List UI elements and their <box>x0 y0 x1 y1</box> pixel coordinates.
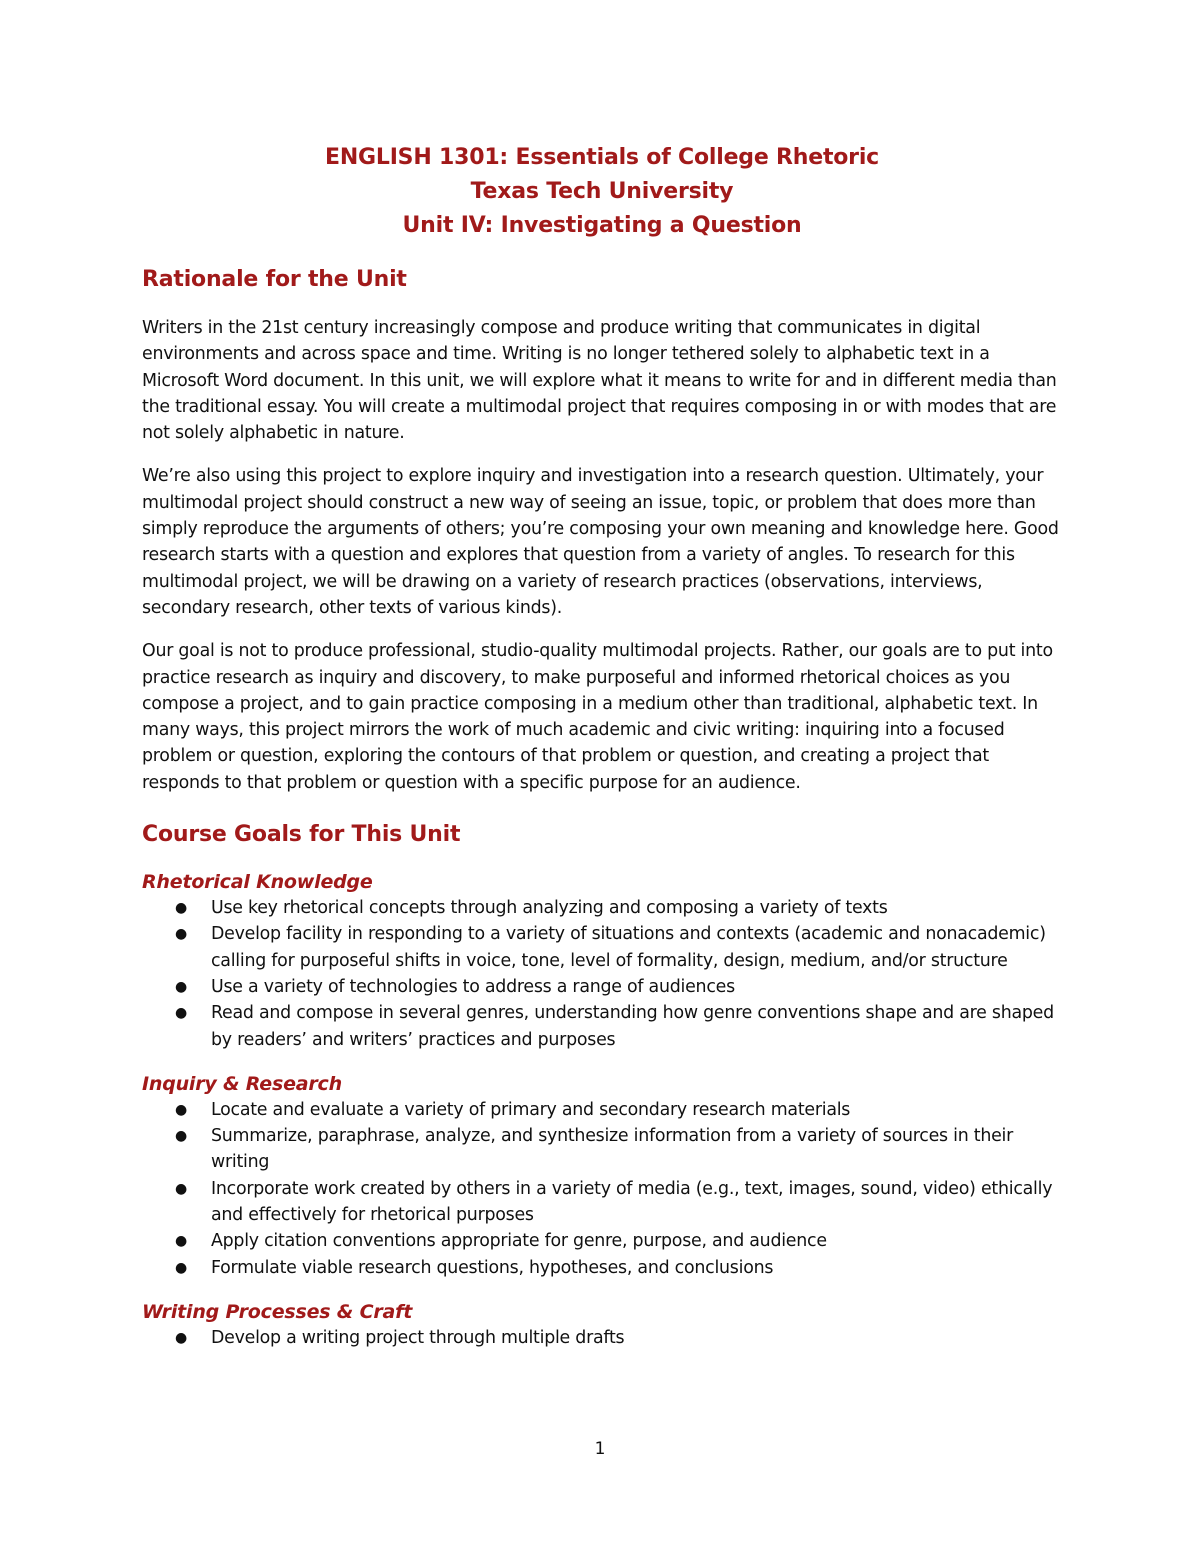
list-item <box>142 895 1062 921</box>
bullet-icon: ● <box>175 1180 187 1197</box>
list-item-text: Formulate viable research questions, hypotheses, and conclusions <box>211 1257 774 1278</box>
list-item <box>142 1228 1062 1254</box>
course-title: ENGLISH 1301: Essentials of College Rhetoric <box>324 145 880 170</box>
list-item <box>142 1325 1062 1351</box>
list-item <box>142 974 1062 1000</box>
list-item-text: Use key rhetorical concepts through analyzing and composing a variety of texts <box>211 898 888 919</box>
bullet-icon: ● <box>175 900 187 917</box>
page-number: 1 <box>594 1439 606 1459</box>
goal-section-title: Rhetorical Knowledge <box>142 871 373 894</box>
bullet-icon: ● <box>175 1259 187 1276</box>
list-item-text: Incorporate work created by others in a variety of media (e.g., text, images, sound, video) ethically and effectively for rhetorical purposes <box>211 1178 1053 1226</box>
list-item <box>142 1255 1062 1281</box>
bullet-icon: ● <box>175 1233 187 1250</box>
rationale-paragraph-3: Our goal is not to produce professional, studio-quality multimodal projects. Rather, our goals are to put into practice research as inquiry and discovery, to make purposeful and informed rhetorical choices as you compose a project, and to gain practice composing in a medium other than traditional, alphabetic text. In many ways, this project mirrors the work of much academic and civic writing: inquiring into a focused problem or question, exploring the contours of that problem or question, and creating a project that responds to that problem or question with a specific purpose for an audience. <box>142 641 1053 793</box>
bullet-icon: ● <box>175 1005 187 1022</box>
bullet-icon: ● <box>175 926 187 943</box>
list-item <box>142 1176 1062 1229</box>
list-item <box>142 921 1062 974</box>
unit-title: Unit IV: Investigating a Question <box>402 213 802 238</box>
list-item-text: Use a variety of technologies to address a range of audiences <box>211 976 735 997</box>
rationale-paragraph-2: We’re also using this project to explore inquiry and investigation into a research question. Ultimately, your multimodal project should construct a new way of seeing an issue, topic, or problem that does more than simply reproduce the arguments of others; you’re composing your own meaning and knowledge here. Good research starts with a question and explores that question from a variety of angles. To research for this multimodal project, we will be drawing on a variety of research practices (observations, interviews, secondary research, other texts of various kinds). <box>142 466 1059 618</box>
list-item-text: Apply citation conventions appropriate for genre, purpose, and audience <box>211 1231 827 1252</box>
list-item-text: Locate and evaluate a variety of primary and secondary research materials <box>211 1099 851 1120</box>
goal-list-inquiry-research <box>142 1097 1062 1281</box>
goals-heading: Course Goals for This Unit <box>142 822 461 848</box>
goal-list-writing-processes <box>142 1325 1062 1351</box>
bullet-icon: ● <box>175 1101 187 1118</box>
list-item <box>142 1000 1062 1053</box>
goal-list-rhetorical-knowledge <box>142 895 1062 1053</box>
university-title: Texas Tech University <box>470 179 734 204</box>
page-content <box>142 141 1062 1351</box>
list-item-text: Develop a writing project through multiple drafts <box>211 1327 625 1348</box>
rationale-paragraph-1: Writers in the 21st century increasingly compose and produce writing that communicates in digital environments and across space and time. Writing is no longer tethered solely to alphabetic text in a Microsoft Word document. In this unit, we will explore what it means to write for and in different media than the traditional essay. You will create a multimodal project that requires composing in or with modes that are not solely alphabetic in nature. <box>142 318 1057 444</box>
bullet-icon: ● <box>175 978 187 995</box>
list-item-text: Summarize, paraphrase, analyze, and synthesize information from a variety of sources in their writing <box>211 1126 1014 1173</box>
list-item <box>142 1123 1062 1176</box>
goal-section-title: Writing Processes & Craft <box>142 1300 413 1323</box>
list-item-text: Develop facility in responding to a variety of situations and contexts (academic and nonacademic) calling for purposeful shifts in voice, tone, level of formality, design, medium, and/or structure <box>211 924 1046 971</box>
goal-section-title: Inquiry & Research <box>142 1072 342 1095</box>
bullet-icon: ● <box>175 1329 187 1346</box>
list-item <box>142 1097 1062 1123</box>
list-item-text: Read and compose in several genres, understanding how genre conventions shape and are shaped by readers’ and writers’ practices and purposes <box>211 1003 1054 1050</box>
rationale-heading: Rationale for the Unit <box>142 267 407 292</box>
bullet-icon: ● <box>175 1128 187 1145</box>
